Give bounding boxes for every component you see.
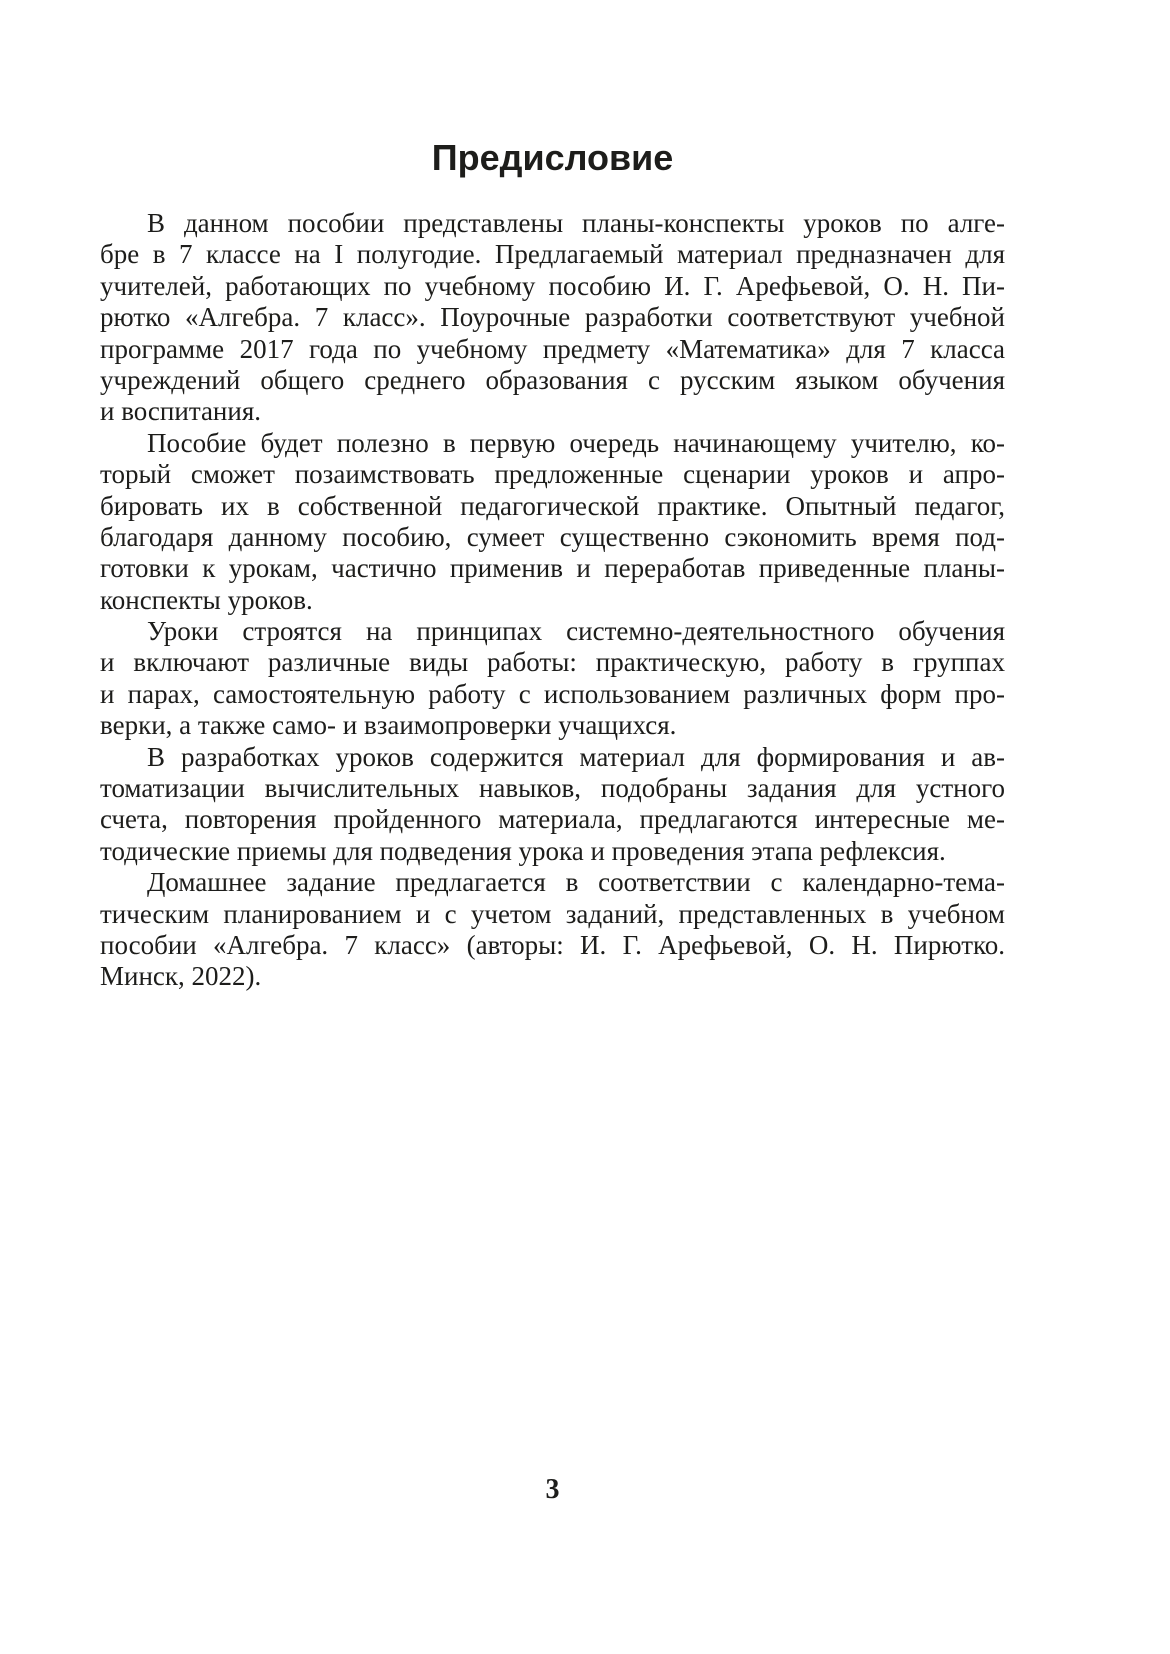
text-line: учреждений общего среднего образования с русским языком обучения bbox=[100, 364, 1005, 395]
text-line: счета, повторения пройденного материала, предлагаются интересные ме- bbox=[100, 804, 1005, 835]
text-line: верки, а также само- и взаимопроверки учащихся. bbox=[100, 710, 677, 741]
text-line: конспекты уроков. bbox=[100, 584, 313, 615]
paragraph bbox=[100, 867, 1005, 993]
text-line: учителей, работающих по учебному пособию И. Г. Арефьевой, О. Н. Пи- bbox=[100, 270, 1005, 301]
text-line: бировать их в собственной педагогической практике. Опытный педагог, bbox=[100, 490, 1005, 521]
text-line: благодаря данному пособию, сумеет существенно сэкономить время под- bbox=[100, 521, 1005, 552]
text-line: торый сможет позаимствовать предложенные сценарии уроков и апро- bbox=[100, 459, 1005, 490]
text-line: Минск, 2022). bbox=[100, 961, 262, 992]
text-line: готовки к урокам, частично применив и переработав приведенные планы- bbox=[100, 553, 1005, 584]
text-line: и парах, самостоятельную работу с использованием различных форм про- bbox=[100, 678, 1005, 709]
page-number: 3 bbox=[545, 1474, 560, 1505]
paragraph bbox=[100, 742, 1005, 868]
title-block bbox=[100, 137, 1005, 178]
text-line: В данном пособии представлены планы-конспекты уроков по алге- bbox=[147, 208, 1005, 238]
text-line: пособии «Алгебра. 7 класс» (авторы: И. Г. Арефьевой, О. Н. Пирютко. bbox=[100, 929, 1005, 960]
text-line: тодические приемы для подведения урока и проведения этапа рефлексия. bbox=[100, 835, 946, 866]
text-line: программе 2017 года по учебному предмету «Математика» для 7 класса bbox=[100, 333, 1005, 364]
text-line: Уроки строятся на принципах системно-деятельностного обучения bbox=[147, 616, 1005, 647]
paragraph bbox=[100, 428, 1005, 616]
text-line: и включают различные виды работы: практическую, работу в группах bbox=[100, 647, 1005, 678]
paragraph bbox=[100, 208, 1005, 428]
text-line: Пособие будет полезно в первую очередь начинающему учителю, ко- bbox=[147, 427, 1005, 458]
text-line: и воспитания. bbox=[100, 396, 261, 427]
text-line: томатизации вычислительных навыков, подобраны задания для устного bbox=[100, 773, 1005, 804]
page-title: Предисловие bbox=[431, 137, 674, 178]
text-line: В разработках уроков содержится материал для формирования и ав- bbox=[147, 741, 1005, 772]
preface-body-text bbox=[100, 208, 1005, 993]
text-line: рютко «Алгебра. 7 класс». Поурочные разработки соответствуют учебной bbox=[100, 302, 1005, 333]
text-line: бре в 7 классе на I полугодие. Предлагаемый материал предназначен для bbox=[100, 239, 1005, 270]
paragraph bbox=[100, 616, 1005, 742]
text-line: Домашнее задание предлагается в соответствии с календарно-тема- bbox=[147, 867, 1005, 898]
text-line: тическим планированием и с учетом заданий, представленных в учебном bbox=[100, 898, 1005, 929]
